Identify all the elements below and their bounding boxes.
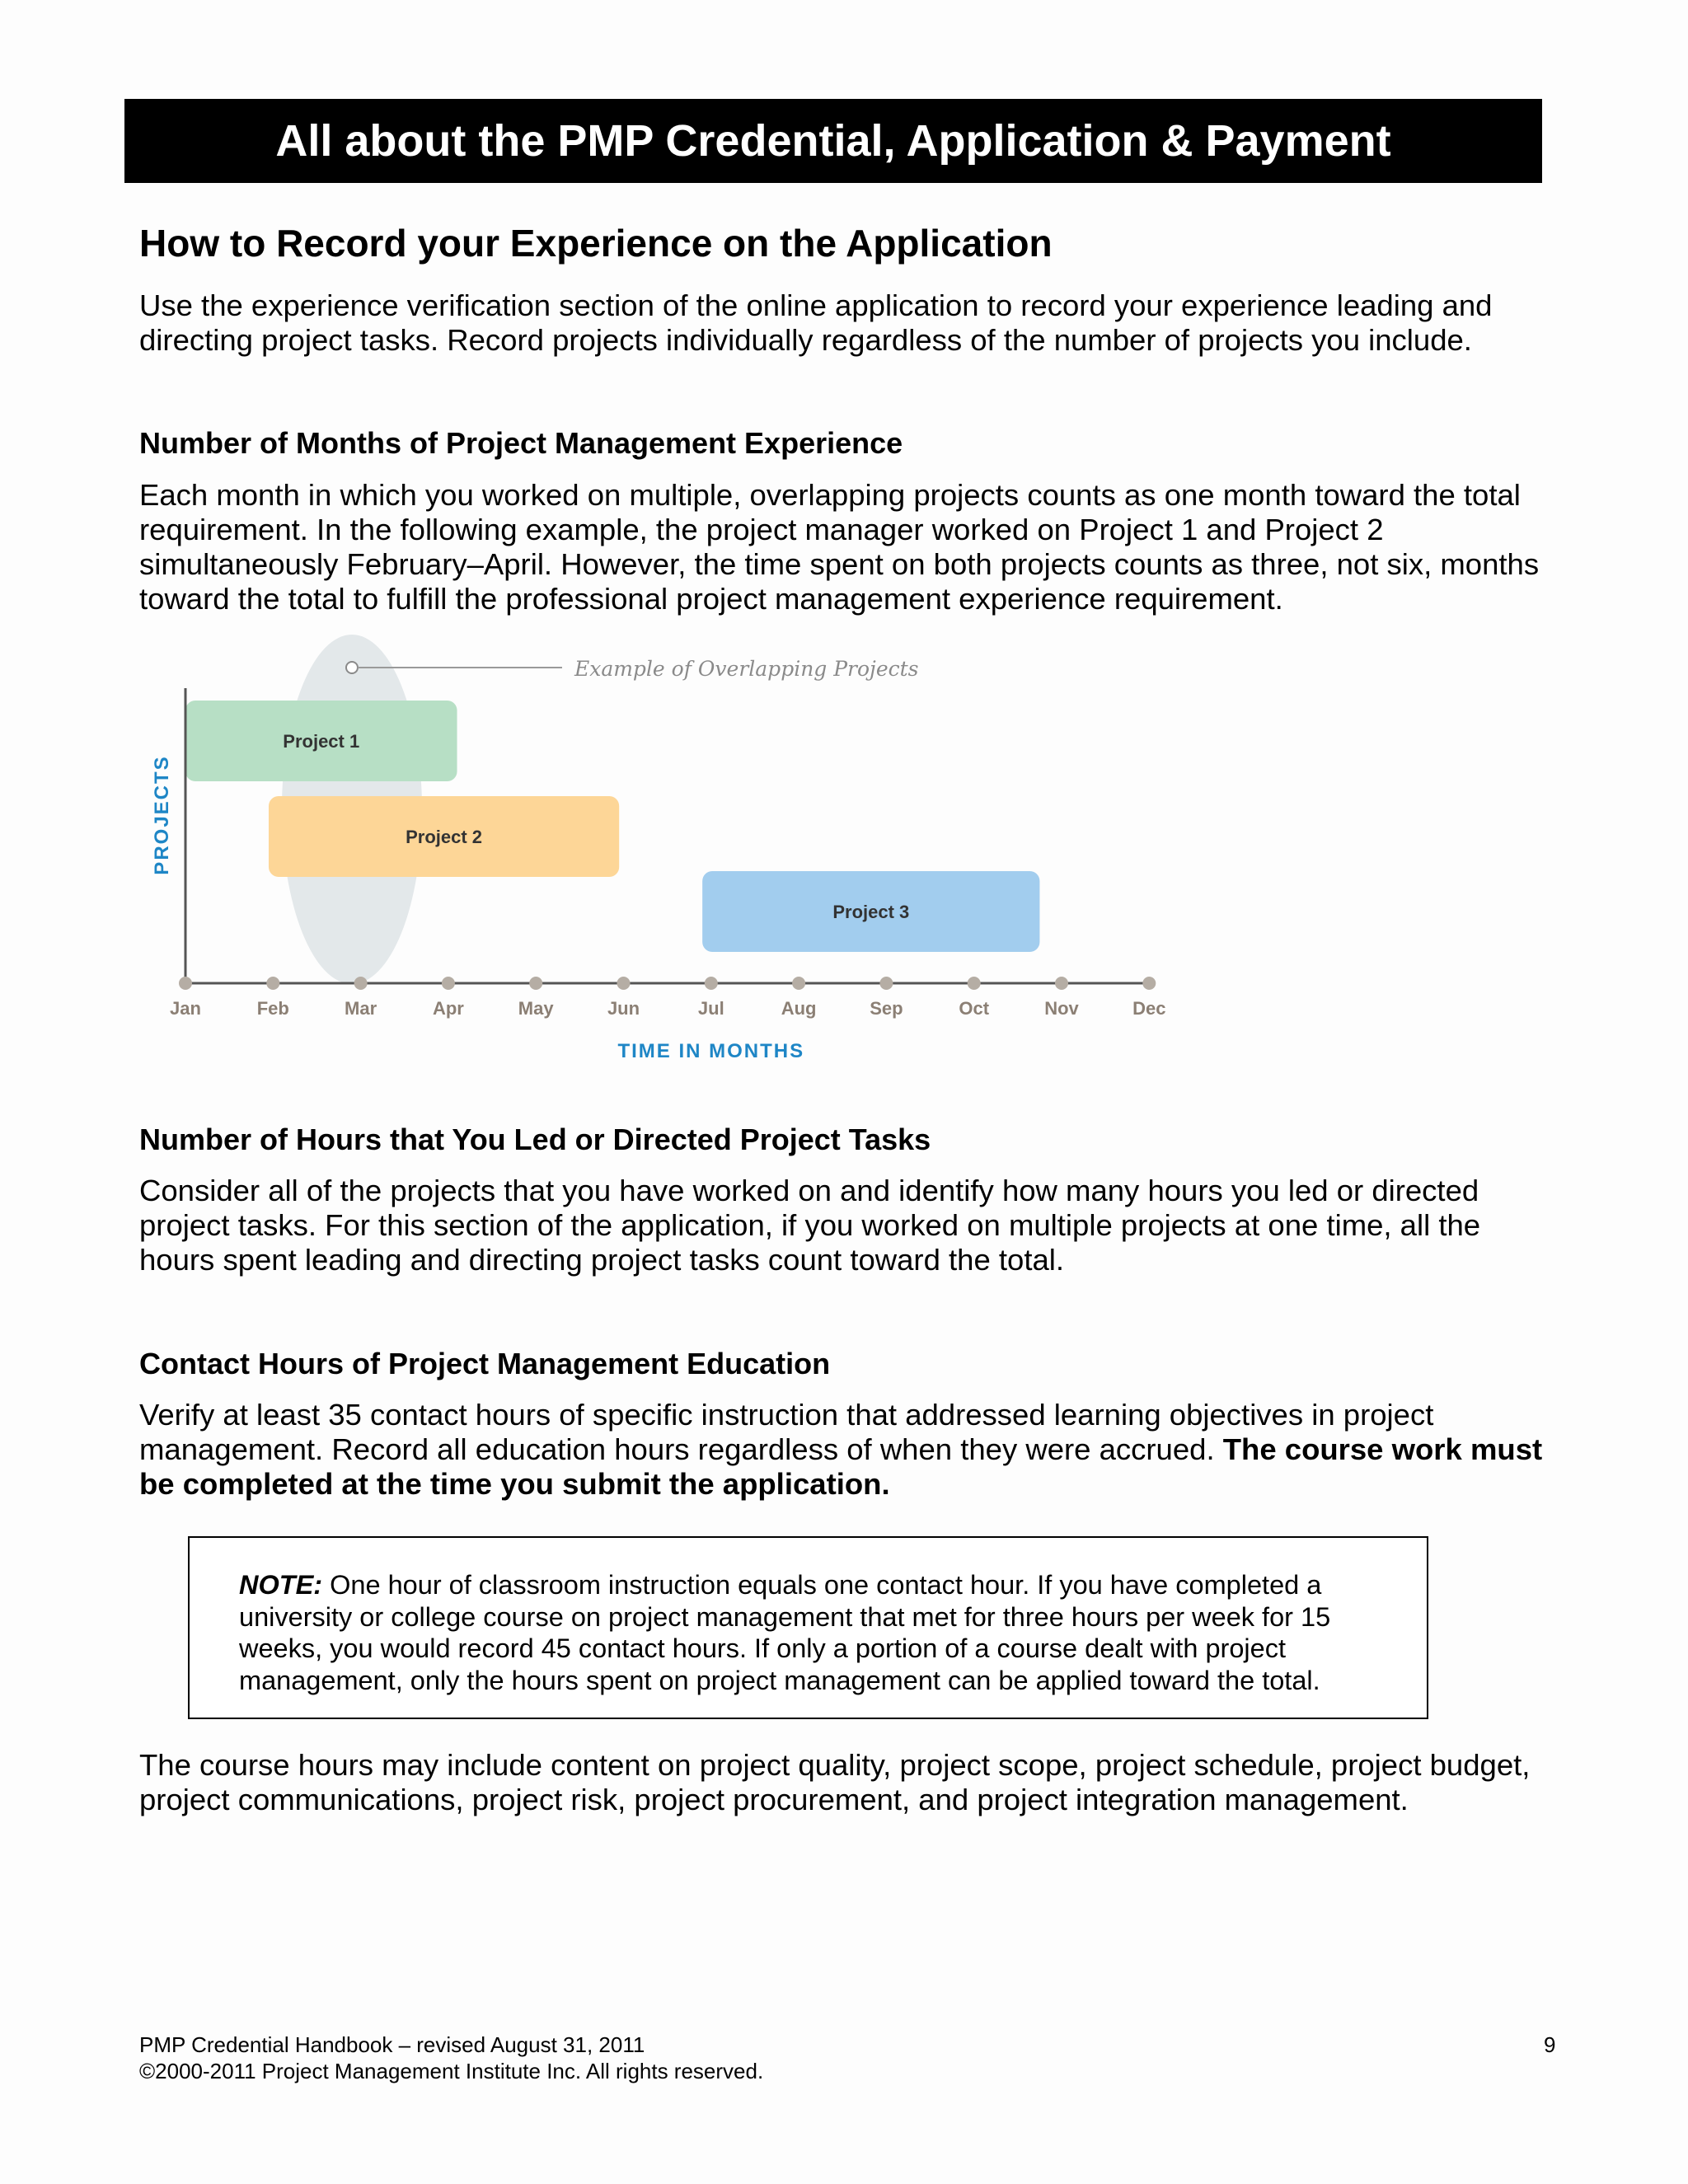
section-heading-education: Contact Hours of Project Management Education bbox=[139, 1347, 831, 1380]
closing-paragraph: The course hours may include content on project quality, project scope, project schedule, project budget, project communications, project risk, project procurement, and project integration management. bbox=[139, 1748, 1531, 1816]
month-label-jun: Jun bbox=[607, 998, 640, 1019]
month-label-nov: Nov bbox=[1044, 998, 1079, 1019]
footer-handbook-revision: PMP Credential Handbook – revised August 31, 2011 bbox=[139, 2032, 645, 2057]
month-tick-sep bbox=[879, 977, 893, 990]
x-axis-title: TIME IN MONTHS bbox=[617, 1040, 805, 1062]
project-label-1: Project 1 bbox=[283, 731, 360, 752]
month-label-apr: Apr bbox=[432, 998, 464, 1019]
y-axis-title: PROJECTS bbox=[151, 755, 173, 875]
month-tick-may bbox=[529, 977, 542, 990]
project-label-3: Project 3 bbox=[832, 902, 910, 922]
note-box bbox=[188, 1536, 1428, 1719]
section-heading-record: How to Record your Experience on the Application bbox=[139, 222, 1053, 265]
month-tick-jul bbox=[705, 977, 718, 990]
month-label-aug: Aug bbox=[781, 998, 817, 1019]
note-label: NOTE: bbox=[239, 1570, 323, 1600]
education-emphasis: The course work must be completed at the time you submit the application. bbox=[139, 1432, 1543, 1501]
overlapping-projects-chart bbox=[139, 635, 1178, 1080]
month-tick-jun bbox=[617, 977, 631, 990]
months-paragraph: Each month in which you worked on multiple, overlapping projects counts as one month toward the total requirement. In the following example, the project manager worked on Project 1 and Project 2 simultaneously February–April. However, the time spent on both projects counts as three, not six, months toward the total to fulfill the professional project management experience requirement. bbox=[139, 478, 1540, 616]
callout-marker bbox=[346, 662, 358, 673]
hours-paragraph: Consider all of the projects that you have worked on and identify how many hours you led or directed project tasks. For this section of the application, if you worked on multiple projects at one time, all the hours spent leading and directing project tasks count toward the total. bbox=[139, 1174, 1481, 1277]
project-label-2: Project 2 bbox=[406, 827, 483, 847]
education-text: Verify at least 35 contact hours of specific instruction that addressed learning objectives in project management. Record all education hours regardless of when they were accrued. bbox=[139, 1398, 1434, 1466]
record-paragraph: Use the experience verification section of the online application to record your experience leading and directing project tasks. Record projects individually regardless of the number of projects you include. bbox=[139, 288, 1493, 357]
section-heading-hours: Number of Hours that You Led or Directed Project Tasks bbox=[139, 1122, 931, 1156]
chart-title: Example of Overlapping Projects bbox=[574, 657, 919, 681]
month-label-oct: Oct bbox=[959, 998, 990, 1019]
note-body: One hour of classroom instruction equals one contact hour. If you have completed a university or college course on project management that met for three hours per week for 15 weeks, you would record 45 contact hours. If only a portion of a course dealt with project management, only the hours spent on project management can be applied toward the total. bbox=[239, 1570, 1331, 1695]
month-tick-mar bbox=[354, 977, 368, 990]
section-heading-months: Number of Months of Project Management Experience bbox=[139, 426, 903, 460]
page-number: 9 bbox=[1544, 2032, 1556, 2057]
page-banner bbox=[124, 99, 1542, 183]
month-label-sep: Sep bbox=[870, 998, 903, 1019]
month-label-jan: Jan bbox=[170, 998, 201, 1019]
note-text bbox=[239, 1569, 1376, 1696]
month-label-mar: Mar bbox=[345, 998, 377, 1019]
month-tick-oct bbox=[968, 977, 981, 990]
month-tick-apr bbox=[442, 977, 455, 990]
footer-copyright: ©2000-2011 Project Management Institute Inc. All rights reserved. bbox=[139, 2059, 764, 2083]
month-tick-dec bbox=[1142, 977, 1156, 990]
month-label-jul: Jul bbox=[697, 998, 724, 1019]
month-label-feb: Feb bbox=[256, 998, 289, 1019]
month-tick-feb bbox=[266, 977, 279, 990]
month-label-may: May bbox=[518, 998, 554, 1019]
month-tick-nov bbox=[1055, 977, 1068, 990]
education-paragraph bbox=[139, 1398, 1557, 1502]
banner-title: All about the PMP Credential, Application & Payment bbox=[275, 116, 1391, 166]
month-label-dec: Dec bbox=[1132, 998, 1166, 1019]
month-tick-aug bbox=[792, 977, 805, 990]
month-tick-jan bbox=[179, 977, 192, 990]
